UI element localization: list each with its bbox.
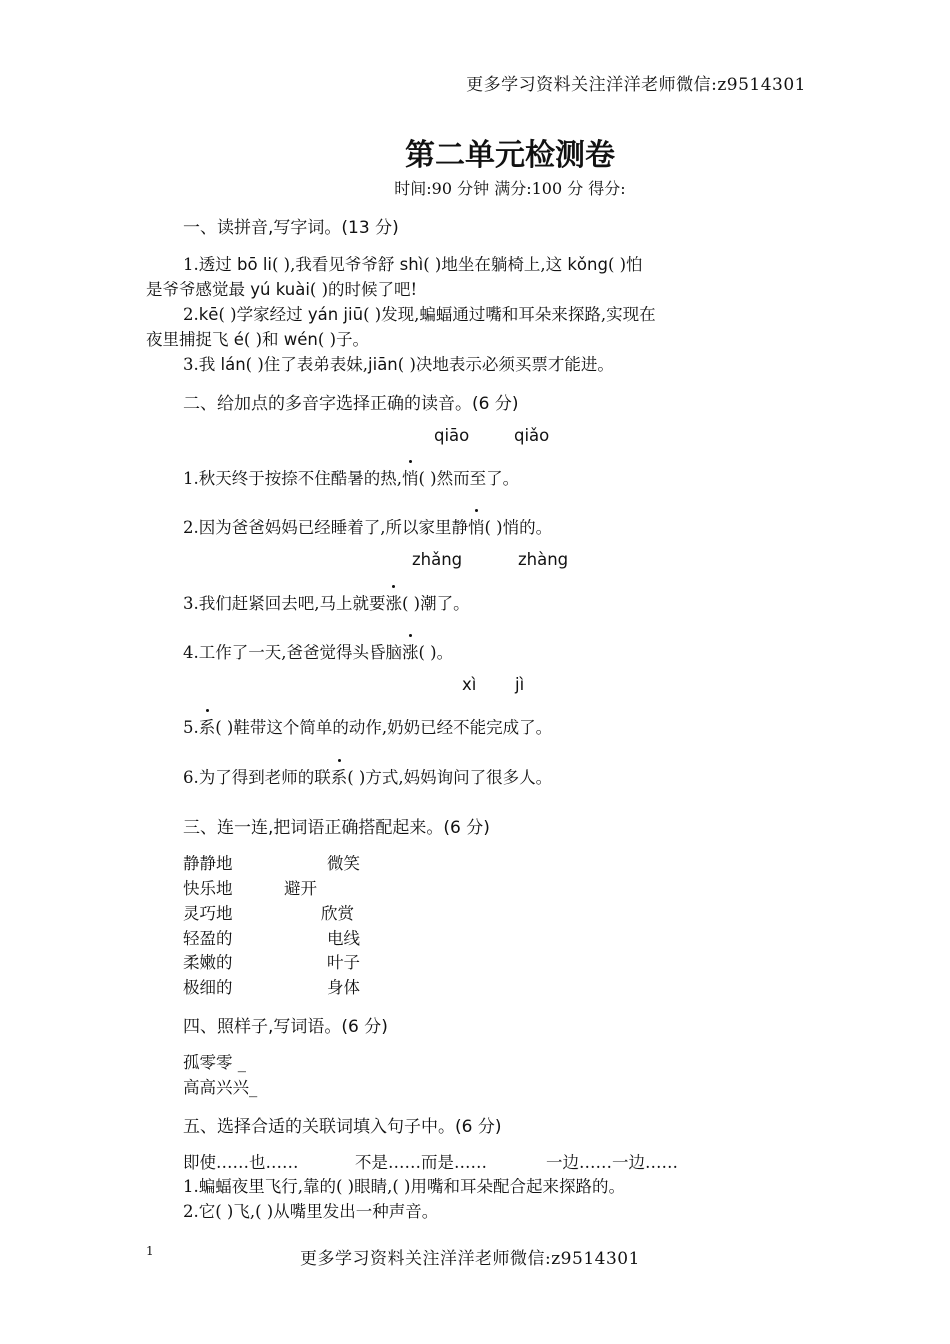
section-3-heading: 三、连一连,把词语正确搭配起来。(6 分)	[183, 818, 490, 838]
s5-q1: 1.蝙蝠夜里飞行,靠的( )眼睛,( )用嘴和耳朵配合起来探路的。	[183, 1177, 625, 1196]
conjunction-option: 即使……也……	[183, 1153, 299, 1172]
match-right-item: 微笑	[327, 854, 360, 873]
conjunction-option: 一边……一边……	[546, 1153, 678, 1172]
s1-q2-line1: 2.kē( )学家经过 yán jiū( )发现,蝙蝠通过嘴和耳朵来探路,实现在	[183, 305, 656, 324]
s2-q6: 6.为了得到老师的联系( )方式,妈妈询问了很多人。	[183, 764, 552, 788]
section-5-heading: 五、选择合适的关联词填入句子中。(6 分)	[183, 1117, 502, 1137]
pinyin-option: zhàng	[518, 550, 569, 569]
s1-q3: 3.我 lán( )住了表弟表妹,jiān( )决地表示必须买票才能进。	[183, 355, 614, 374]
s1-q1-line1: 1.透过 bō li( ),我看见爷爷舒 shì( )地坐在躺椅上,这 kǒng( )怕	[183, 255, 643, 274]
section-4-heading: 四、照样子,写词语。(6 分)	[183, 1017, 388, 1037]
match-right-item: 电线	[327, 929, 360, 948]
s1-q1-line2: 是爷爷感觉最 yú kuài( )的时候了吧!	[146, 280, 418, 299]
page-title: 第二单元检测卷	[405, 138, 615, 173]
s2-q5: 5.系( )鞋带这个简单的动作,奶奶已经不能完成了。	[183, 714, 552, 738]
footer-note: 更多学习资料关注洋洋老师微信:z9514301	[300, 1249, 640, 1269]
pinyin-option: xì	[462, 675, 477, 694]
match-left-item: 快乐地	[183, 879, 233, 898]
match-left-item: 灵巧地	[183, 904, 233, 923]
conjunction-option: 不是……而是……	[355, 1153, 487, 1172]
section-1-heading: 一、读拼音,写字词。(13 分)	[183, 218, 399, 238]
example-line: 高高兴兴_	[183, 1078, 258, 1097]
pinyin-option: jì	[515, 675, 525, 694]
pinyin-option: qiǎo	[514, 426, 550, 445]
match-left-item: 静静地	[183, 854, 233, 873]
exam-meta: 时间:90 分钟 满分:100 分 得分:	[394, 179, 626, 198]
s2-q2: 2.因为爸爸妈妈已经睡着了,所以家里静悄( )悄的。	[183, 514, 552, 538]
example-line: 孤零零 _	[183, 1053, 246, 1072]
s5-q2: 2.它( )飞,( )从嘴里发出一种声音。	[183, 1202, 439, 1221]
section-2-heading: 二、给加点的多音字选择正确的读音。(6 分)	[183, 394, 519, 414]
s1-q2-line2: 夜里捕捉飞 é( )和 wén( )子。	[146, 330, 370, 349]
pinyin-option: zhǎng	[412, 550, 463, 569]
match-right-item: 叶子	[327, 953, 360, 972]
s2-q4: 4.工作了一天,爸爸觉得头昏脑涨( )。	[183, 639, 453, 663]
match-right-item: 身体	[327, 978, 360, 997]
match-left-item: 极细的	[183, 978, 233, 997]
s2-q1: 1.秋天终于按捺不住酷暑的热,悄( )然而至了。	[183, 465, 519, 489]
match-left-item: 柔嫩的	[183, 953, 233, 972]
match-right-item: 欣赏	[321, 904, 354, 923]
header-note: 更多学习资料关注洋洋老师微信:z9514301	[466, 75, 806, 95]
match-left-item: 轻盈的	[183, 929, 233, 948]
pinyin-option: qiāo	[434, 426, 470, 445]
match-right-item: 避开	[284, 879, 317, 898]
s2-q3: 3.我们赶紧回去吧,马上就要涨( )潮了。	[183, 590, 470, 614]
page-number: 1	[146, 1244, 154, 1258]
